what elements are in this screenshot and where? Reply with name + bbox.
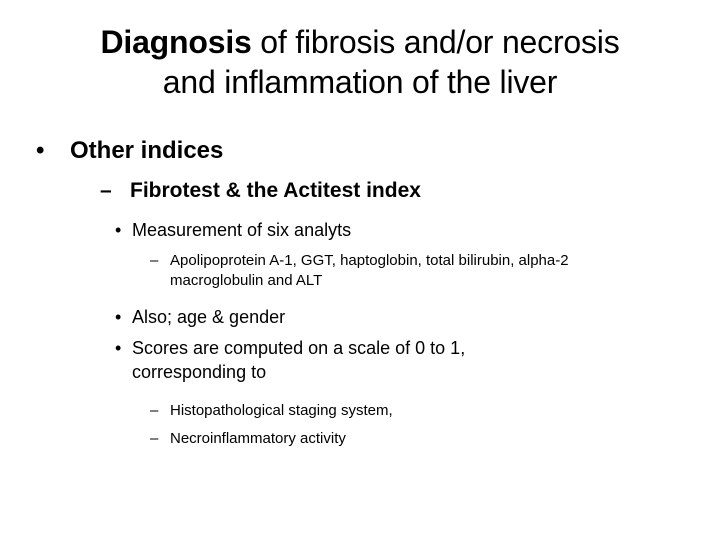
- bullet-dot-icon: •: [115, 338, 122, 358]
- title-line2: and inflammation of the liver: [162, 64, 558, 100]
- bullet-text: Measurement of six analyts: [132, 220, 352, 240]
- dash-icon: –: [100, 179, 112, 202]
- analytes-line1: Apolipoprotein A-1, GGT, haptoglobin, total bilirubin, alpha-2: [170, 252, 569, 269]
- analytes-line2: macroglobulin and ALT: [170, 272, 323, 289]
- title-bold-word: Diagnosis: [100, 24, 252, 60]
- bullet-also: [115, 305, 285, 329]
- bullet-dot-icon: •: [115, 307, 122, 327]
- bullet-text: Other indices: [70, 137, 224, 164]
- scores-line2: corresponding to: [132, 362, 267, 382]
- dash-icon: –: [150, 402, 159, 419]
- bullet-scores: [115, 336, 465, 384]
- subbullet-analytes: [150, 251, 569, 291]
- bullet-text: Also; age & gender: [132, 307, 286, 327]
- subbullet-text: Histopathological staging system,: [170, 402, 393, 419]
- slide-title: [40, 22, 680, 102]
- subbullet-text: Fibrotest & the Actitest index: [130, 179, 421, 202]
- bullet-dot-icon: •: [36, 137, 45, 164]
- subbullet-histo: [150, 401, 393, 421]
- dash-icon: –: [150, 252, 159, 269]
- scores-line1: Scores are computed on a scale of 0 to 1,: [132, 338, 466, 358]
- subbullet-necro: [150, 429, 346, 449]
- bullet-dot-icon: •: [115, 220, 122, 240]
- subbullet-fibrotest: [100, 177, 421, 205]
- bullet-other-indices: [36, 136, 223, 166]
- bullet-measurement: [115, 218, 351, 242]
- dash-icon: –: [150, 430, 159, 447]
- subbullet-text: Necroinflammatory activity: [170, 430, 346, 447]
- title-line1-rest: of fibrosis and/or necrosis: [251, 24, 620, 60]
